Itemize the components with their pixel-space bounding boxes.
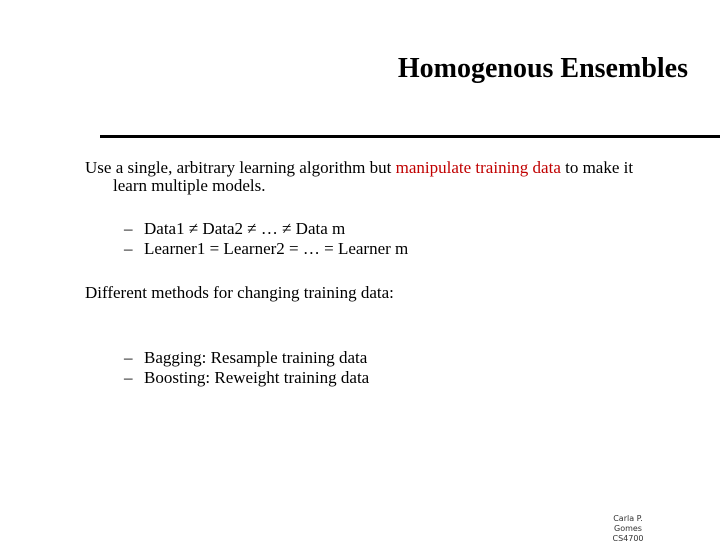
list-item-text: Bagging: Resample training data: [144, 348, 368, 367]
footer-author: Carla P. Gomes: [613, 514, 643, 533]
list-item: [124, 348, 369, 368]
list-item: [124, 239, 408, 259]
intro-highlight: manipulate training data: [395, 158, 561, 177]
dash-glyph: –: [124, 348, 133, 367]
methods-list: [124, 348, 369, 388]
intro-text-before: Use a single, arbitrary learning algorithm but: [85, 158, 396, 177]
intro-paragraph: [85, 159, 685, 195]
intro-text-after: to make it: [560, 158, 634, 177]
list-item-text: Data1 ≠ Data2 ≠ … ≠ Data m: [144, 219, 346, 238]
dash-glyph: –: [124, 219, 133, 238]
list-item: [124, 219, 408, 239]
list-item: [124, 368, 369, 388]
list-item-text: Boosting: Reweight training data: [144, 368, 370, 387]
dash-glyph: –: [124, 368, 133, 387]
comparison-list: [124, 219, 408, 259]
dash-glyph: –: [124, 239, 133, 258]
slide-title: Homogenous Ensembles: [397, 53, 688, 84]
title-divider: [100, 135, 720, 138]
intro-continuation: learn multiple models.: [113, 176, 266, 195]
list-item-text: Learner1 = Learner2 = … = Learner m: [144, 239, 409, 258]
methods-paragraph: Different methods for changing training data:: [85, 283, 394, 302]
footer-course: CS4700: [612, 534, 644, 543]
